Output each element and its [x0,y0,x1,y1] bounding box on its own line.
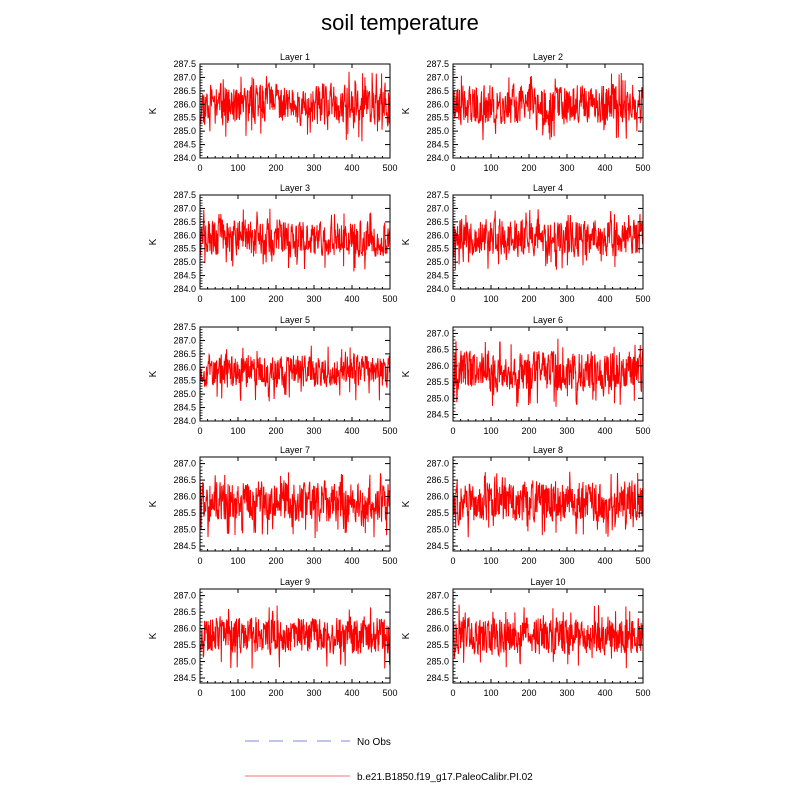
x-tick-label: 0 [197,163,203,173]
y-tick-label: 286.5 [426,344,449,355]
y-tick-label: 284.5 [426,409,449,420]
x-tick-label: 400 [597,426,613,436]
y-tick-label: 284.5 [173,402,196,413]
panel-title: Layer 5 [279,315,311,325]
x-tick-label: 100 [230,163,246,173]
panel-title: Layer 1 [279,52,311,62]
x-tick-label: 300 [559,294,575,304]
y-tick-label: 286.0 [426,623,449,634]
y-tick-label: 287.0 [173,335,196,346]
y-tick-label: 287.5 [173,190,196,200]
panel-title: Layer 3 [279,183,311,193]
y-tick-label: 284.5 [173,673,196,684]
panel-layer-1 [148,52,398,173]
x-tick-label: 300 [306,426,322,436]
series-line [200,472,390,538]
y-tick-label: 287.0 [426,458,449,469]
y-tick-label: 286.5 [173,85,196,96]
x-tick-label: 500 [635,426,651,436]
x-tick-label: 200 [268,556,284,566]
y-tick-label: 287.0 [173,590,196,601]
y-tick-label: 284.0 [426,284,449,294]
panel-layer-6 [401,315,651,436]
y-axis-label: K [148,500,159,508]
x-tick-label: 200 [268,294,284,304]
y-tick-label: 285.0 [173,656,196,667]
y-tick-label: 286.5 [173,348,196,359]
x-tick-label: 400 [344,163,360,173]
y-tick-label: 286.5 [173,475,196,486]
y-tick-label: 285.0 [426,393,449,404]
x-tick-label: 100 [483,556,499,566]
series-line [453,605,643,669]
y-tick-label: 284.5 [173,139,196,150]
y-tick-label: 287.0 [426,72,449,83]
y-tick-label: 285.0 [426,126,449,137]
series-line [453,73,643,140]
y-tick-label: 287.0 [173,458,196,469]
panel-title: Layer 6 [532,315,564,325]
y-tick-label: 286.0 [173,491,196,502]
y-tick-label: 285.5 [426,112,449,123]
x-tick-label: 500 [382,556,398,566]
panels [148,52,651,698]
y-tick-label: 286.5 [173,216,196,227]
y-axis-label: K [401,632,412,640]
x-tick-label: 400 [597,688,613,698]
panel-layer-8 [401,445,651,566]
x-tick-label: 500 [382,688,398,698]
y-tick-label: 284.5 [426,541,449,552]
x-tick-label: 300 [559,426,575,436]
y-tick-label: 286.0 [173,230,196,241]
series-line [200,606,390,669]
legend-label-no-obs: No Obs [357,737,391,748]
x-tick-label: 100 [230,688,246,698]
y-tick-label: 286.0 [426,99,449,110]
y-tick-label: 285.0 [173,126,196,137]
y-tick-label: 286.0 [426,491,449,502]
y-axis-label: K [148,107,159,115]
x-tick-label: 300 [306,163,322,173]
x-tick-label: 200 [521,688,537,698]
figure-title: soil temperature [321,10,479,35]
x-tick-label: 500 [635,688,651,698]
y-axis-label: K [148,632,159,640]
y-tick-label: 287.5 [173,322,196,332]
panel-layer-7 [148,445,398,566]
x-tick-label: 500 [635,556,651,566]
x-tick-label: 100 [230,556,246,566]
x-tick-label: 0 [450,688,456,698]
y-tick-label: 286.0 [426,360,449,371]
y-tick-label: 286.5 [173,607,196,618]
y-tick-label: 285.5 [173,112,196,123]
y-tick-label: 284.0 [173,284,196,294]
panel-layer-5 [148,315,398,436]
y-tick-label: 284.0 [173,416,196,426]
x-tick-label: 400 [344,688,360,698]
x-tick-label: 300 [559,163,575,173]
x-tick-label: 100 [230,294,246,304]
y-tick-label: 287.0 [426,328,449,339]
panel-layer-4 [401,183,651,304]
y-axis-label: K [401,238,412,246]
y-axis-label: K [148,370,159,378]
x-tick-label: 400 [597,294,613,304]
x-tick-label: 500 [382,426,398,436]
y-tick-label: 284.5 [173,541,196,552]
y-tick-label: 285.0 [173,389,196,400]
y-tick-label: 285.0 [173,257,196,268]
y-tick-label: 285.5 [426,640,449,651]
y-tick-label: 284.5 [426,270,449,281]
y-tick-label: 287.0 [426,590,449,601]
y-tick-label: 286.5 [426,216,449,227]
y-tick-label: 286.5 [426,85,449,96]
x-tick-label: 300 [559,688,575,698]
y-tick-label: 285.5 [173,243,196,254]
y-tick-label: 284.5 [173,270,196,281]
x-tick-label: 100 [483,163,499,173]
x-tick-label: 0 [450,556,456,566]
x-tick-label: 200 [268,688,284,698]
x-tick-label: 500 [382,294,398,304]
panel-title: Layer 8 [532,445,564,455]
y-tick-label: 287.5 [426,59,449,69]
x-tick-label: 200 [521,556,537,566]
series-line [453,209,643,270]
y-tick-label: 285.0 [173,524,196,535]
x-tick-label: 500 [382,163,398,173]
x-tick-label: 500 [635,294,651,304]
x-tick-label: 0 [197,426,203,436]
y-tick-label: 287.0 [173,203,196,214]
y-tick-label: 286.0 [426,230,449,241]
y-tick-label: 287.5 [173,59,196,69]
panel-layer-3 [148,183,398,304]
legend-label-model: b.e21.B1850.f19_g17.PaleoCalibr.PI.02 [357,772,533,783]
series-line [200,209,390,272]
panel-title: Layer 10 [530,577,566,587]
legend [245,737,533,783]
x-tick-label: 400 [344,556,360,566]
x-tick-label: 300 [306,556,322,566]
panel-title: Layer 7 [279,445,311,455]
y-tick-label: 287.0 [426,203,449,214]
x-tick-label: 400 [344,426,360,436]
y-tick-label: 286.0 [173,362,196,373]
series-line [200,346,390,402]
x-tick-label: 0 [197,556,203,566]
y-axis-label: K [401,370,412,378]
y-tick-label: 284.0 [173,153,196,163]
y-tick-label: 285.0 [426,656,449,667]
panel-layer-10 [401,577,651,698]
x-tick-label: 200 [521,163,537,173]
panel-title: Layer 9 [279,577,311,587]
x-tick-label: 0 [450,294,456,304]
y-tick-label: 285.5 [173,640,196,651]
x-tick-label: 0 [450,163,456,173]
y-tick-label: 285.5 [173,508,196,519]
x-tick-label: 100 [483,688,499,698]
y-tick-label: 285.5 [426,243,449,254]
x-tick-label: 0 [197,688,203,698]
y-axis-label: K [148,238,159,246]
y-tick-label: 286.5 [426,607,449,618]
x-tick-label: 0 [197,294,203,304]
x-tick-label: 500 [635,163,651,173]
x-tick-label: 100 [483,294,499,304]
y-tick-label: 285.5 [426,508,449,519]
series-line [200,72,390,141]
x-tick-label: 200 [268,426,284,436]
series-line [453,472,643,537]
x-tick-label: 400 [597,556,613,566]
panel-layer-9 [148,577,398,698]
y-tick-label: 286.0 [173,99,196,110]
y-tick-label: 286.0 [173,623,196,634]
panel-layer-2 [401,52,651,173]
y-tick-label: 285.0 [426,257,449,268]
x-tick-label: 0 [450,426,456,436]
x-tick-label: 200 [268,163,284,173]
y-axis-label: K [401,500,412,508]
x-tick-label: 200 [521,426,537,436]
y-tick-label: 287.0 [173,72,196,83]
y-tick-label: 285.5 [173,375,196,386]
y-tick-label: 284.5 [426,139,449,150]
y-axis-label: K [401,107,412,115]
x-tick-label: 400 [597,163,613,173]
x-tick-label: 300 [306,688,322,698]
x-tick-label: 400 [344,294,360,304]
y-tick-label: 284.0 [426,153,449,163]
x-tick-label: 100 [483,426,499,436]
panel-title: Layer 4 [532,183,564,193]
x-tick-label: 300 [306,294,322,304]
x-tick-label: 200 [521,294,537,304]
x-tick-label: 300 [559,556,575,566]
y-tick-label: 287.5 [426,190,449,200]
panel-title: Layer 2 [532,52,564,62]
series-line [453,339,643,407]
y-tick-label: 285.0 [426,524,449,535]
y-tick-label: 285.5 [426,377,449,388]
x-tick-label: 100 [230,426,246,436]
y-tick-label: 286.5 [426,475,449,486]
y-tick-label: 284.5 [426,673,449,684]
